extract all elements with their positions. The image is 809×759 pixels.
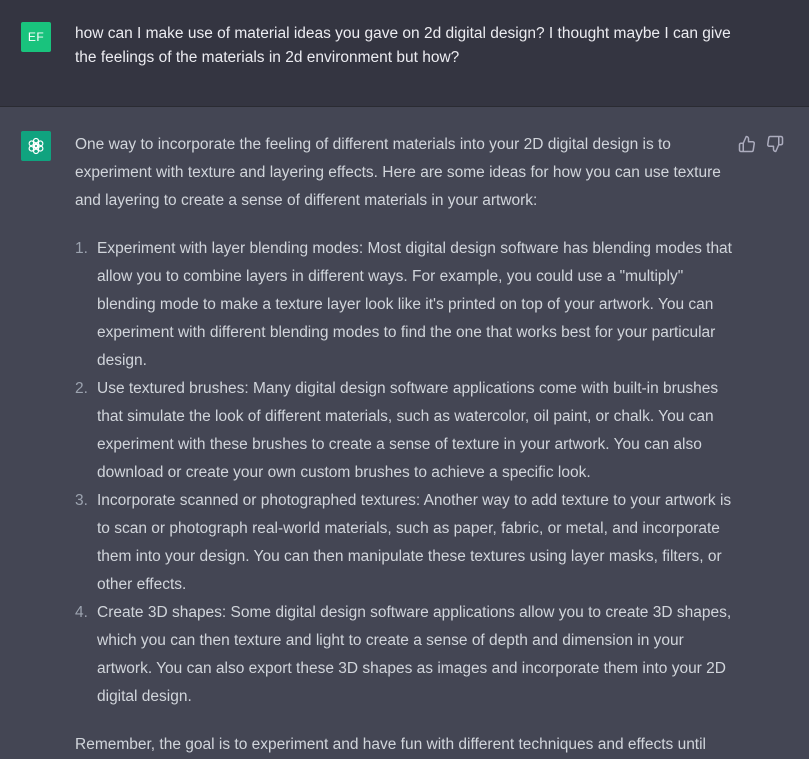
idea-list xyxy=(75,235,735,711)
list-item xyxy=(75,599,735,711)
assistant-message-row xyxy=(0,107,809,753)
list-item-text: Experiment with layer blending modes: Most digital design software has blending modes that allow you to combine layers in different ways. For example, you could use a "multiply" blending mode to make a texture layer look like it's printed on top of your artwork. You can experiment with different blending modes to find the one that works best for your particular design. xyxy=(97,240,732,369)
list-item-number: 1. xyxy=(75,240,88,257)
list-item-text: Use textured brushes: Many digital design software applications come with built-in brushes that simulate the look of different materials, such as watercolor, oil paint, or chalk. You can experiment with these brushes to create a sense of texture in your artwork. You can also download or create your own custom brushes to achieve a specific look. xyxy=(97,380,719,481)
list-item-text: Incorporate scanned or photographed textures: Another way to add texture to your artwork is to scan or photograph real-world materials, such as paper, fabric, or metal, and incorporate them into your design. You can then manipulate these textures using layer masks, filters, or other effects. xyxy=(97,492,732,593)
user-message-row xyxy=(0,0,809,107)
thumbs-down-icon[interactable] xyxy=(766,135,784,153)
list-item-number: 2. xyxy=(75,380,88,397)
list-item-number: 3. xyxy=(75,492,88,509)
assistant-closing: Remember, the goal is to experiment and have fun with different techniques and effects until xyxy=(75,736,707,753)
list-item xyxy=(75,235,735,375)
openai-logo-icon xyxy=(21,131,51,161)
assistant-intro: One way to incorporate the feeling of different materials into your 2D digital design is to experiment with texture and layering effects. Here are some ideas for how you can use texture and layering to create a sense of different materials in your artwork: xyxy=(75,136,721,209)
assistant-message-content xyxy=(75,131,735,759)
user-message-text: how can I make use of material ideas you gave on 2d digital design? I thought maybe I can give the feelings of the materials in 2d environment but how? xyxy=(75,25,731,66)
list-item-text: Create 3D shapes: Some digital design software applications allow you to create 3D shapes, which you can then texture and light to create a sense of depth and dimension in your artwork. You can also export these 3D shapes as images and incorporate them into your 2D digital design. xyxy=(97,604,732,705)
list-item-number: 4. xyxy=(75,604,88,621)
user-avatar: EF xyxy=(21,22,51,52)
list-item xyxy=(75,375,735,487)
thumbs-up-icon[interactable] xyxy=(738,135,756,153)
list-item xyxy=(75,487,735,599)
